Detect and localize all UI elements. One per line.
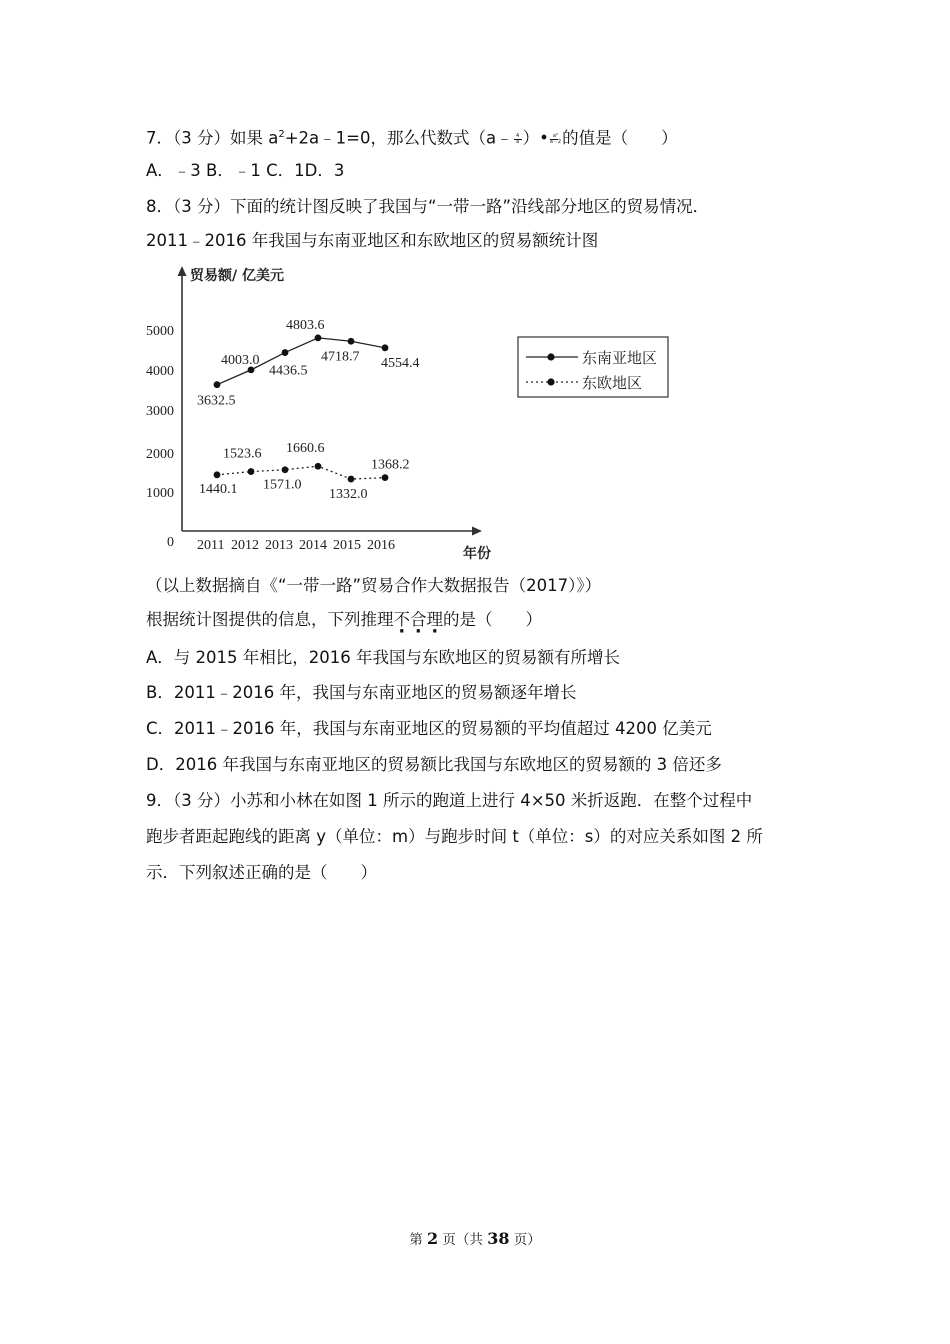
q8-question-a: 根据统计图提供的信息，下列推理 (146, 610, 394, 629)
emphasis-char-3: 理 (426, 610, 443, 629)
emphasis-char-1: 不 (393, 610, 410, 629)
data-point-sea-2015 (348, 338, 355, 345)
q7-fraction-1: $\frac{4}{a}$ (514, 134, 522, 145)
y-axis-label: 贸易额/ 亿美元 (190, 268, 284, 284)
q9-line-3: 示．下列叙述正确的是（ ） (146, 863, 377, 882)
x-tick-label-2013: 2013 (265, 538, 293, 553)
y-tick-label-0: 0 (167, 535, 174, 550)
data-label-ee-2015: 1332.0 (329, 487, 368, 503)
x-axis-label: 年份 (463, 546, 491, 562)
x-tick-label-2011: 2011 (197, 538, 225, 553)
q8-option-c: C．2011﹣2016 年，我国与东南亚地区的贸易额的平均值超过 4200 亿美元 (146, 719, 712, 738)
data-label-sea-2012: 4003.0 (221, 352, 260, 368)
data-point-ee-2016 (382, 474, 389, 481)
y-tick-label-5000: 5000 (146, 324, 174, 339)
q7-text-d: 的值是（ ） (562, 128, 678, 148)
q8-chart-heading: 2011﹣2016 年我国与东南亚地区和东欧地区的贸易额统计图 (146, 231, 599, 250)
q7-options: A．﹣3 B．﹣1 C．1D．3 (146, 161, 345, 180)
data-label-sea-2015: 4718.7 (321, 349, 360, 365)
data-point-sea-2011 (214, 381, 221, 388)
page-total: 38 (487, 1229, 510, 1248)
page-footer: 第 2 页（共 38 页） (409, 1229, 541, 1248)
data-label-sea-2016: 4554.4 (381, 355, 420, 371)
y-tick-label-3000: 3000 (146, 404, 174, 419)
legend-marker-eastern-europe (547, 378, 554, 385)
q8-option-d: D．2016 年我国与东南亚地区的贸易额比我国与东欧地区的贸易额的 3 倍还多 (146, 755, 722, 774)
legend-label-southeast-asia: 东南亚地区 (582, 349, 658, 367)
trade-line-chart (140, 262, 658, 562)
y-tick-label-1000: 1000 (146, 486, 174, 501)
emphasis-char-2: 合 (410, 610, 427, 629)
data-label-ee-2011: 1440.1 (199, 481, 238, 497)
data-point-sea-2013 (282, 349, 289, 356)
q7-text-a: 7．（3 分）如果 a (146, 128, 279, 148)
q9-line-2: 跑步者距起跑线的距离 y（单位：m）与跑步时间 t（单位：s）的对应关系如图 2 所 (146, 827, 763, 846)
q7-fraction-2: $\frac{\text{a²}}{a﹣2}$ (549, 132, 562, 145)
q8-question-b: 的是（ ） (443, 610, 542, 629)
q8-stem: 8．（3 分）下面的统计图反映了我国与“一带一路”沿线部分地区的贸易情况． (146, 197, 710, 216)
q8-option-b: B．2011﹣2016 年，我国与东南亚地区的贸易额逐年增长 (146, 683, 577, 702)
data-point-sea-2016 (382, 344, 389, 351)
q7-text-c: ）• (522, 128, 549, 148)
x-tick-label-2012: 2012 (231, 538, 259, 553)
data-label-sea-2013: 4436.5 (269, 363, 308, 379)
data-label-ee-2014: 1660.6 (286, 441, 325, 457)
legend-marker-southeast-asia (547, 353, 554, 360)
q7-text-b: +2a﹣1=0，那么代数式（a﹣ (284, 128, 513, 148)
q7-stem (146, 124, 678, 150)
data-label-sea-2011: 3632.5 (197, 393, 236, 409)
page-number: 2 (427, 1229, 439, 1248)
q8-source: （以上数据摘自《“一带一路”贸易合作大数据报告（2017）》） (146, 576, 602, 595)
x-axis-arrow (472, 527, 482, 536)
q8-question (146, 609, 542, 631)
q8-option-a: A．与 2015 年相比，2016 年我国与东欧地区的贸易额有所增长 (146, 648, 621, 667)
x-tick-label-2016: 2016 (367, 538, 395, 553)
data-point-ee-2013 (282, 466, 289, 473)
q7-sup: 2 (278, 129, 285, 140)
y-tick-label-2000: 2000 (146, 447, 174, 462)
data-label-sea-2014: 4803.6 (286, 317, 325, 333)
x-tick-label-2015: 2015 (333, 538, 361, 553)
data-label-ee-2012: 1523.6 (223, 446, 262, 462)
x-tick-label-2014: 2014 (299, 538, 327, 553)
data-point-ee-2015 (348, 476, 355, 483)
y-axis-arrow (178, 266, 187, 276)
q9-line-1: 9．（3 分）小苏和小林在如图 1 所示的跑道上进行 4×50 米折返跑．在整个过程中 (146, 791, 753, 810)
y-tick-label-4000: 4000 (146, 364, 174, 379)
data-point-ee-2014 (315, 463, 322, 470)
data-point-ee-2011 (214, 471, 221, 478)
data-label-ee-2016: 1368.2 (371, 457, 410, 473)
data-label-ee-2013: 1571.0 (263, 477, 302, 493)
legend-label-eastern-europe: 东欧地区 (582, 374, 643, 392)
data-point-sea-2014 (315, 334, 322, 341)
data-point-ee-2012 (248, 468, 255, 475)
